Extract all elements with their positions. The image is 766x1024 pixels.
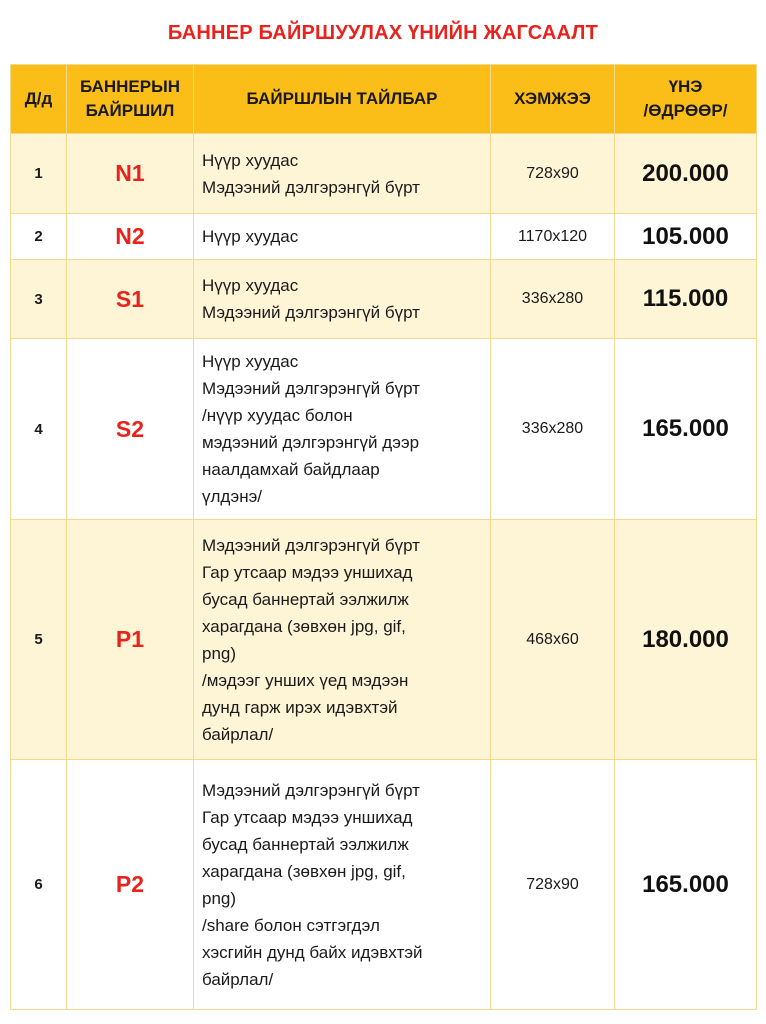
description-line: байрлал/ bbox=[202, 724, 274, 744]
table-body bbox=[11, 134, 757, 1010]
description-line: png) bbox=[202, 643, 237, 663]
daily-price: 165.000 bbox=[615, 760, 757, 1010]
description-line: бусад баннертай ээлжилж bbox=[202, 589, 409, 609]
location-description bbox=[194, 520, 491, 760]
location-description bbox=[194, 339, 491, 520]
daily-price: 165.000 bbox=[615, 339, 757, 520]
header-price-line1: ҮНЭ bbox=[668, 77, 703, 96]
banner-location-code: N1 bbox=[67, 134, 194, 214]
header-size: ХЭМЖЭЭ bbox=[491, 65, 615, 134]
banner-location-code: N2 bbox=[67, 214, 194, 260]
description-line: Мэдээний дэлгэрэнгүй бүрт bbox=[202, 177, 420, 197]
table-header-row bbox=[11, 65, 757, 134]
description-line: /share болон сэтгэгдэл bbox=[202, 915, 380, 935]
description-line: наалдамхай байдлаар bbox=[202, 460, 380, 479]
banner-location-code: P1 bbox=[67, 520, 194, 760]
row-number: 4 bbox=[11, 339, 67, 520]
description-line: харагдана (зөвхөн jpg, gif, bbox=[202, 861, 406, 881]
table-row bbox=[11, 260, 757, 339]
location-description bbox=[194, 760, 491, 1010]
description-line: Нүүр хуудас bbox=[202, 352, 299, 371]
description-line: /нүүр хуудас болон bbox=[202, 406, 353, 425]
banner-size: 1170x120 bbox=[491, 214, 615, 260]
header-price-line2: /ӨДРӨӨР/ bbox=[643, 101, 728, 120]
banner-size: 468x60 bbox=[491, 520, 615, 760]
banner-size: 728x90 bbox=[491, 760, 615, 1010]
banner-location-code: S2 bbox=[67, 339, 194, 520]
table-row bbox=[11, 760, 757, 1010]
header-location-line2: БАЙРШИЛ bbox=[85, 101, 175, 120]
row-number: 5 bbox=[11, 520, 67, 760]
banner-location-code: S1 bbox=[67, 260, 194, 339]
description-line: Нүүр хуудас bbox=[202, 276, 299, 295]
banner-size: 728x90 bbox=[491, 134, 615, 214]
description-line: Нүүр хуудас bbox=[202, 150, 299, 170]
description-line: бусад баннертай ээлжилж bbox=[202, 834, 409, 854]
description-line: /мэдээг унших үед мэдээн bbox=[202, 670, 409, 690]
location-description bbox=[194, 134, 491, 214]
description-line: үлдэнэ/ bbox=[202, 487, 262, 506]
table-row bbox=[11, 520, 757, 760]
location-description bbox=[194, 260, 491, 339]
description-line: дунд гарж ирэх идэвхтэй bbox=[202, 697, 398, 717]
price-table bbox=[10, 64, 757, 1010]
description-line: Мэдээний дэлгэрэнгүй бүрт bbox=[202, 535, 420, 555]
table-row bbox=[11, 339, 757, 520]
description-line: Нүүр хуудас bbox=[202, 227, 299, 246]
description-line: мэдээний дэлгэрэнгүй дээр bbox=[202, 433, 420, 452]
description-line: харагдана (зөвхөн jpg, gif, bbox=[202, 616, 406, 636]
description-line: png) bbox=[202, 888, 237, 908]
banner-size: 336x280 bbox=[491, 339, 615, 520]
row-number: 2 bbox=[11, 214, 67, 260]
description-line: Гар утсаар мэдээ уншихад bbox=[202, 807, 413, 827]
description-line: хэсгийн дунд байх идэвхтэй bbox=[202, 942, 423, 962]
daily-price: 180.000 bbox=[615, 520, 757, 760]
header-num: Д/д bbox=[11, 65, 67, 134]
table-row bbox=[11, 214, 757, 260]
header-price bbox=[615, 65, 757, 134]
description-line: Мэдээний дэлгэрэнгүй бүрт bbox=[202, 780, 420, 800]
description-line: байрлал/ bbox=[202, 969, 274, 989]
row-number: 1 bbox=[11, 134, 67, 214]
daily-price: 115.000 bbox=[615, 260, 757, 339]
location-description bbox=[194, 214, 491, 260]
header-location bbox=[67, 65, 194, 134]
banner-size: 336x280 bbox=[491, 260, 615, 339]
header-description: БАЙРШЛЫН ТАЙЛБАР bbox=[194, 65, 491, 134]
banner-location-code: P2 bbox=[67, 760, 194, 1010]
description-line: Гар утсаар мэдээ уншихад bbox=[202, 562, 413, 582]
daily-price: 200.000 bbox=[615, 134, 757, 214]
daily-price: 105.000 bbox=[615, 214, 757, 260]
row-number: 6 bbox=[11, 760, 67, 1010]
description-line: Мэдээний дэлгэрэнгүй бүрт bbox=[202, 379, 420, 398]
page-title: БАННЕР БАЙРШУУЛАХ ҮНИЙН ЖАГСААЛТ bbox=[167, 22, 599, 44]
row-number: 3 bbox=[11, 260, 67, 339]
description-line: Мэдээний дэлгэрэнгүй бүрт bbox=[202, 303, 420, 322]
table-row bbox=[11, 134, 757, 214]
header-location-line1: БАННЕРЫН bbox=[80, 77, 180, 96]
